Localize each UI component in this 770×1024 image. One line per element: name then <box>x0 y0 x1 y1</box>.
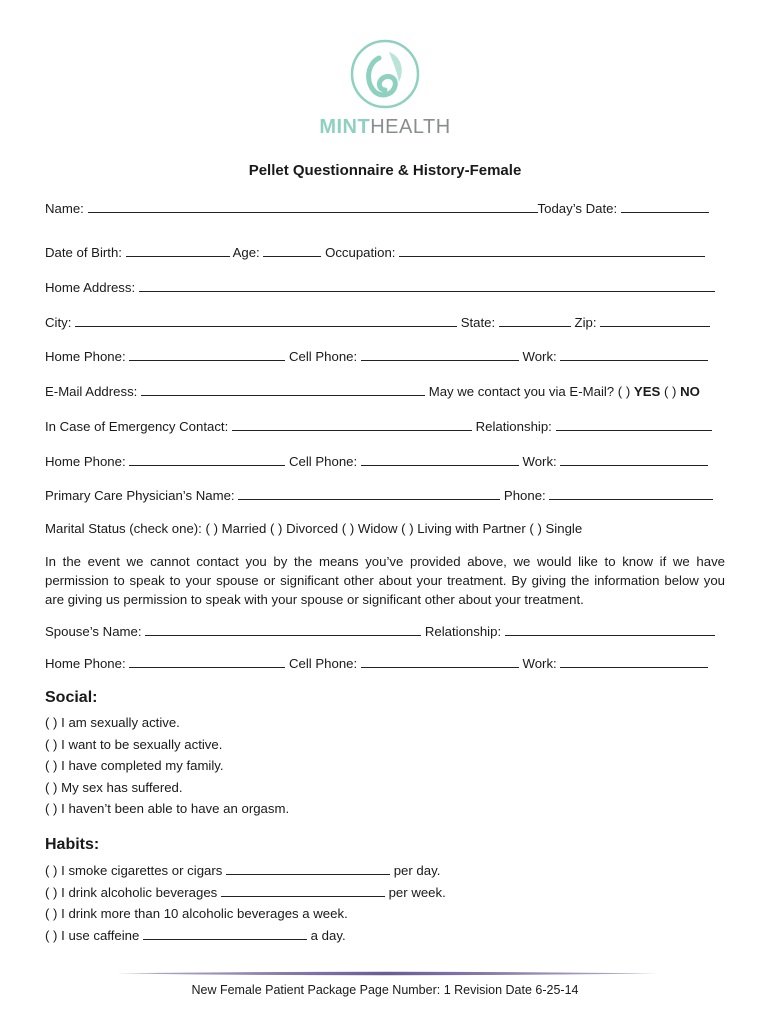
age-field[interactable] <box>263 243 321 257</box>
name-label: Name: <box>45 201 84 216</box>
footer-divider <box>116 971 658 976</box>
home-phone-field[interactable] <box>129 654 285 668</box>
dob-label: Date of Birth: <box>45 245 122 260</box>
habits-list <box>45 860 446 946</box>
work-phone-field[interactable] <box>560 347 708 361</box>
work-phone-field[interactable] <box>560 452 708 466</box>
emergency-label: In Case of Emergency Contact: <box>45 419 229 434</box>
leaf-circle-icon <box>349 38 421 110</box>
page-footer: New Female Patient Package Page Number: 1 Revision Date 6-25-14 <box>191 983 579 997</box>
email-field[interactable] <box>141 382 425 396</box>
relationship-label: Relationship: <box>475 419 552 434</box>
habits-heading: Habits: <box>45 836 100 853</box>
habit-item-smoke <box>45 860 446 882</box>
physician-label: Primary Care Physician’s Name: <box>45 488 235 503</box>
social-item[interactable]: ( ) My sex has suffered. <box>45 779 183 795</box>
zip-field[interactable] <box>600 313 710 327</box>
spouse-relationship-field[interactable] <box>505 622 715 636</box>
city-row <box>45 313 725 330</box>
habit-drink-unit: per week. <box>388 884 446 900</box>
home-address-field[interactable] <box>139 278 715 292</box>
page-title: Pellet Questionnaire & History-Female <box>248 162 522 179</box>
work-phone-label: Work: <box>522 349 557 364</box>
todays-date-field[interactable] <box>621 199 709 213</box>
name-row <box>45 199 725 216</box>
cell-phone-field[interactable] <box>361 452 519 466</box>
spouse-row <box>45 622 725 639</box>
emergency-field[interactable] <box>232 417 472 431</box>
habit-item-drink-more[interactable]: ( ) I drink more than 10 alcoholic beverages a week. <box>45 906 348 922</box>
email-row <box>45 382 725 399</box>
social-item[interactable]: ( ) I haven’t been able to have an orgasm. <box>45 801 290 817</box>
email-label: E-Mail Address: <box>45 384 138 399</box>
dob-row <box>45 243 725 260</box>
age-label: Age: <box>232 245 260 260</box>
brand-light: HEALTH <box>370 116 451 138</box>
spouse-relationship-label: Relationship: <box>424 624 502 639</box>
physician-field[interactable] <box>238 486 500 500</box>
physician-phone-label: Phone: <box>503 488 546 503</box>
brand-wordmark <box>0 116 770 139</box>
state-field[interactable] <box>499 313 571 327</box>
state-label: State: <box>460 315 496 330</box>
social-list <box>45 712 289 820</box>
todays-date-label: Today’s Date: <box>537 201 618 216</box>
cell-phone-label: Cell Phone: <box>288 454 358 469</box>
brand-bold: MINT <box>319 116 371 138</box>
physician-phone-field[interactable] <box>549 486 713 500</box>
smoke-amount-field[interactable] <box>226 861 390 875</box>
address-row <box>45 278 725 295</box>
email-no-option[interactable]: NO <box>680 384 700 399</box>
work-phone-field[interactable] <box>560 654 708 668</box>
cell-phone-label: Cell Phone: <box>288 349 358 364</box>
social-item[interactable]: ( ) I have completed my family. <box>45 758 224 774</box>
marital-status-row[interactable]: Marital Status (check one): ( ) Married ( ) Divorced ( ) Widow ( ) Living with Partner ( ) Single <box>45 521 583 536</box>
home-phone-label: Home Phone: <box>45 349 126 364</box>
relationship-field[interactable] <box>556 417 712 431</box>
occupation-field[interactable] <box>399 243 705 257</box>
cell-phone-field[interactable] <box>361 347 519 361</box>
home-address-label: Home Address: <box>45 280 136 295</box>
social-heading: Social: <box>45 689 98 706</box>
cell-phone-label: Cell Phone: <box>288 656 358 671</box>
physician-row <box>45 486 725 503</box>
habit-smoke-label[interactable]: ( ) I smoke cigarettes or cigars <box>45 863 223 878</box>
work-phone-label: Work: <box>522 656 557 671</box>
home-phone-field[interactable] <box>129 347 285 361</box>
work-phone-label: Work: <box>522 454 557 469</box>
emergency-row <box>45 417 725 434</box>
phones-row-2 <box>45 452 725 469</box>
email-no-paren: ( ) <box>663 384 677 399</box>
drink-amount-field[interactable] <box>221 883 385 897</box>
home-phone-label: Home Phone: <box>45 656 126 671</box>
zip-label: Zip: <box>574 315 597 330</box>
dob-field[interactable] <box>126 243 230 257</box>
habit-item-drink <box>45 882 446 904</box>
home-phone-field[interactable] <box>129 452 285 466</box>
cell-phone-field[interactable] <box>361 654 519 668</box>
phones-row-3 <box>45 654 725 671</box>
email-yes-option[interactable]: YES <box>633 384 661 399</box>
name-field[interactable] <box>88 199 538 213</box>
habit-smoke-unit: per day. <box>393 863 441 878</box>
occupation-label: Occupation: <box>325 245 396 260</box>
phones-row-1 <box>45 347 725 364</box>
city-field[interactable] <box>75 313 457 327</box>
spouse-name-label: Spouse’s Name: <box>45 624 142 639</box>
habit-caffeine-unit: a day. <box>310 927 346 943</box>
email-contact-question: May we contact you via E-Mail? ( ) <box>428 384 631 399</box>
habit-caffeine-label[interactable]: ( ) I use caffeine <box>45 927 140 943</box>
social-item[interactable]: ( ) I want to be sexually active. <box>45 736 223 752</box>
spouse-name-field[interactable] <box>145 622 421 636</box>
mint-health-logo <box>0 38 770 139</box>
city-label: City: <box>45 315 72 330</box>
social-item[interactable]: ( ) I am sexually active. <box>45 715 180 730</box>
caffeine-amount-field[interactable] <box>143 926 307 940</box>
home-phone-label: Home Phone: <box>45 454 126 469</box>
habit-drink-label[interactable]: ( ) I drink alcoholic beverages <box>45 884 218 900</box>
permission-paragraph: In the event we cannot contact you by the means you’ve provided above, we would like to know if we have permission to speak to your spouse or significant other about your treatment. By giving the information below you are giving us permission to speak with your spouse or significant other about your treatment. <box>45 554 725 607</box>
habit-item-caffeine <box>45 925 446 947</box>
